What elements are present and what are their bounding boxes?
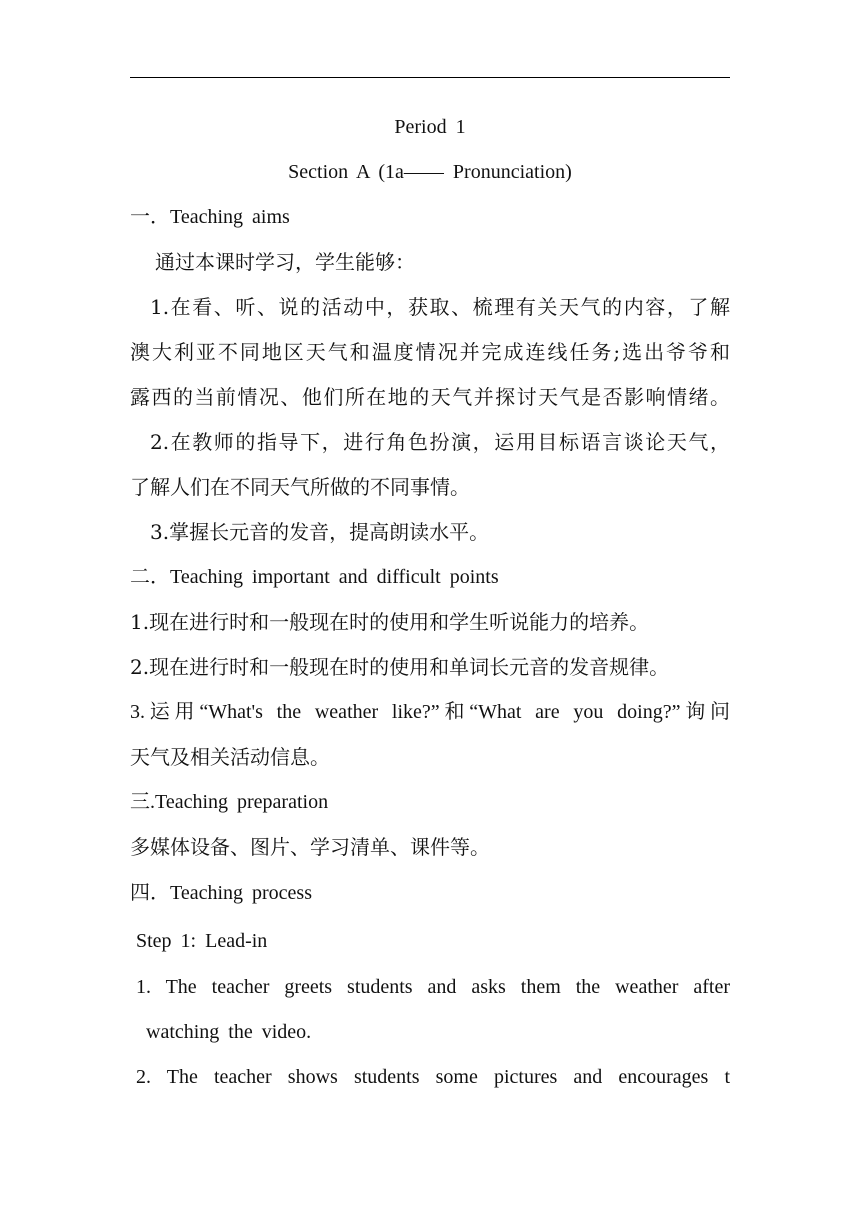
- aim3: 3.掌握长元音的发音，提高朗读水平。: [150, 520, 490, 544]
- sec3-heading: 三.Teaching preparation: [130, 791, 329, 813]
- sec4-heading: 四．Teaching process: [130, 882, 312, 904]
- aim1-line2: 澳大利亚不同地区天气和温度情况并完成连线任务;选出爷爷和: [130, 340, 730, 364]
- point-2: 2.现在进行时和一般现在时的使用和单词长元音的发音规律。: [130, 655, 670, 679]
- sec3-body: 多媒体设备、图片、学习清单、课件等。: [130, 835, 490, 859]
- point-3-line1: 3.运用“What's the weather like?”和“What are you doing?”询问: [130, 701, 730, 723]
- sec2-heading: 二．Teaching important and difficult points: [130, 566, 499, 588]
- aim1-line3: 露西的当前情况、他们所在地的天气并探讨天气是否影响情绪。: [130, 385, 730, 409]
- step1-heading: Step 1: Lead-in: [136, 930, 268, 952]
- point-3-line2: 天气及相关活动信息。: [130, 745, 330, 769]
- point-1: 1.现在进行时和一般现在时的使用和学生听说能力的培养。: [130, 610, 650, 634]
- sec1-heading: 一．Teaching aims: [130, 206, 290, 228]
- period-title: Period 1: [394, 116, 466, 138]
- step1-item1-line2: watching the video.: [146, 1021, 312, 1043]
- step1-item2-line1: 2. The teacher shows students some pictures and encourages t: [136, 1066, 730, 1088]
- step1-item1-line1: 1. The teacher greets students and asks them the weather after: [136, 976, 730, 998]
- section-subtitle: Section A (1a—— Pronunciation): [288, 161, 572, 183]
- header-rule: [130, 77, 730, 78]
- sec1-intro: 通过本课时学习，学生能够：: [155, 250, 415, 274]
- aim2-line1: 2.在教师的指导下，进行角色扮演，运用目标语言谈论天气，: [150, 430, 730, 454]
- aim2-line2: 了解人们在不同天气所做的不同事情。: [130, 475, 470, 499]
- aim1-line1: 1.在看、听、说的活动中，获取、梳理有关天气的内容，了解: [150, 295, 730, 319]
